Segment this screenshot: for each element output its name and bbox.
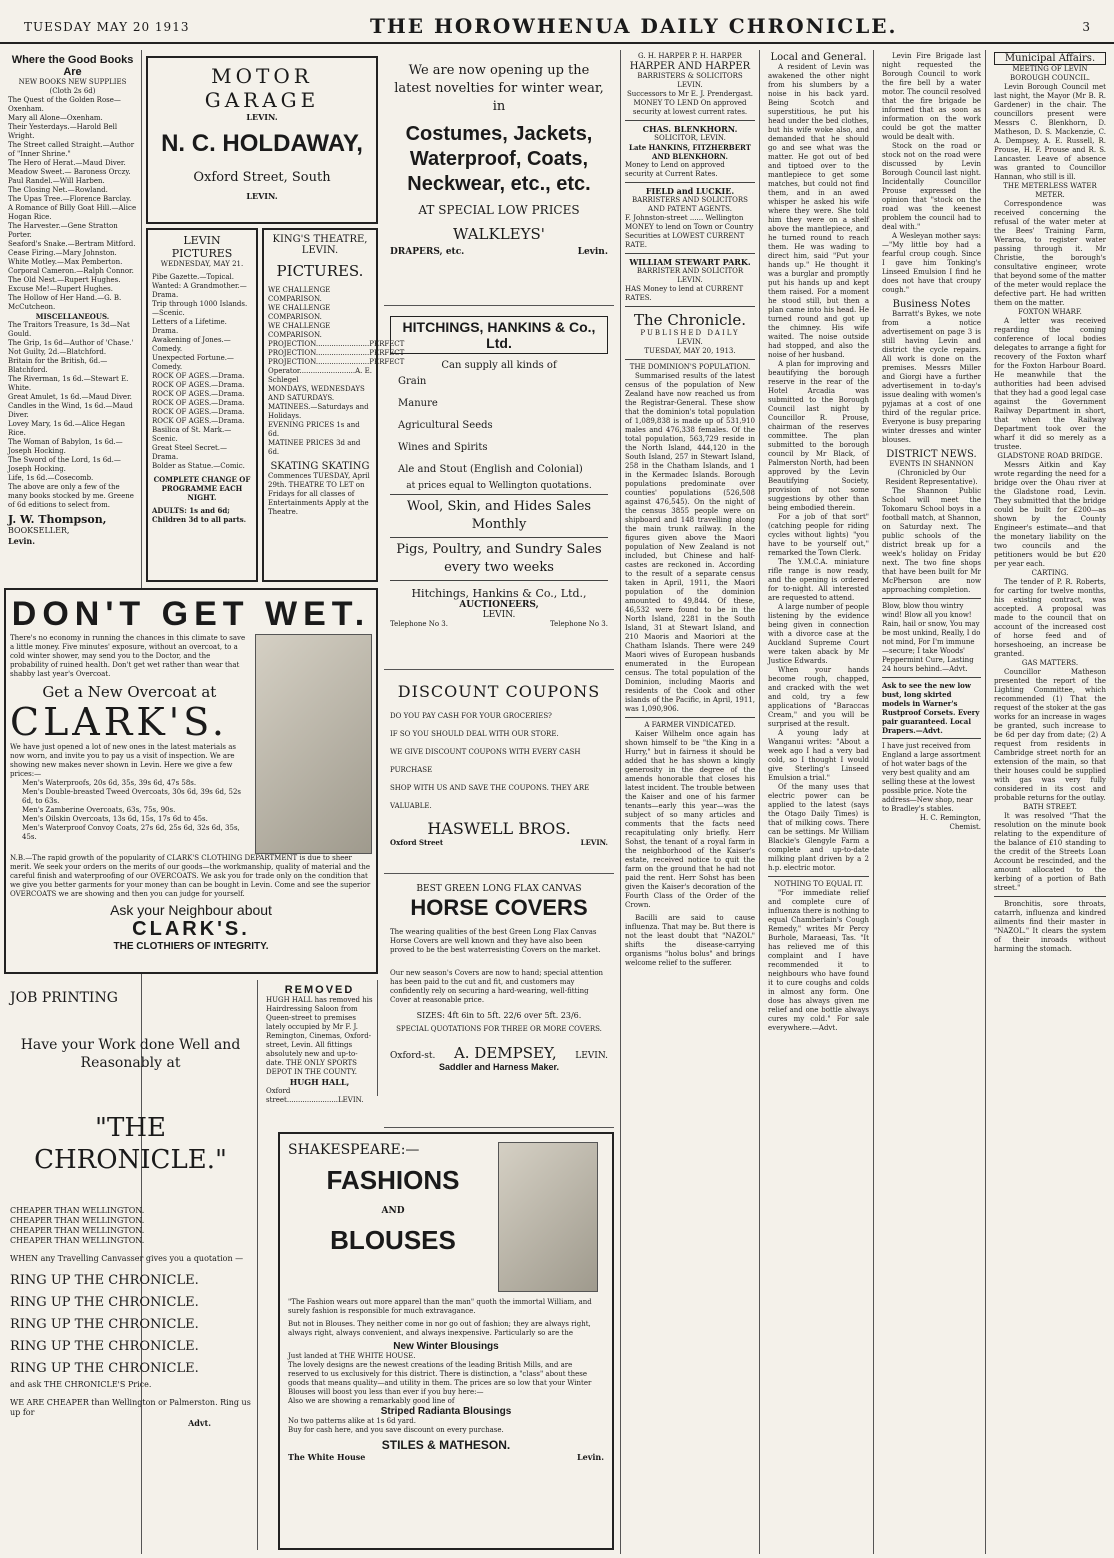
ring-up-line: RING UP THE CHRONICLE. [10, 1295, 199, 1310]
horse-top: BEST GREEN LONG FLAX CANVAS [416, 884, 582, 894]
wet-ask: Ask your Neighbour about [110, 902, 272, 918]
remington-ad: I have just received from England a large assortment of hot water bags of the very best quality and am selling these at the lowest possible price. Note the address—New shop, near to Bradley's stables. [882, 742, 981, 813]
skating-heading: SKATING SKATING [270, 461, 370, 472]
wet-clarks: CLARK'S. [10, 700, 228, 744]
ring-up-line: RING UP THE CHRONICLE. [10, 1339, 199, 1354]
shake-body: But not in Blouses. They neither come in nor go out of fashion; they are always right, always right, always convenient, and always inexpensive. Particularly so are the [288, 1320, 591, 1337]
horse-address: Oxford-st. [390, 1051, 436, 1061]
warner-ad: Ask to see the new low bust, long skirted models in Warner's Rustproof Corsets. Every pair guaranteed. Local Drapers.—Advt. [882, 681, 980, 735]
picture-programme-item: ROCK OF AGES.—Drama. [152, 390, 245, 398]
overcoat-price-item: Men's Zamberine Overcoats, 63s, 75s, 90s. [22, 806, 176, 814]
walkleys-ad [384, 56, 614, 306]
hh-town: LEVIN. [482, 610, 516, 620]
blenk-trade: SOLICITOR, LEVIN. [654, 134, 726, 142]
field-trade: BARRISTERS AND SOLICITORS AND PATENT AGENTS. [632, 196, 748, 213]
chronicle-date: TUESDAY, MAY 20, 1913. [644, 347, 736, 355]
picture-programme-item: Basilica of St. Mark.—Scenic. [152, 426, 232, 443]
skating-body: Commences TUESDAY, April 29th. THEATRE TO LET on Fridays for all classes of Entertainments Apply at the Theatre. [268, 472, 370, 516]
picture-programme-item: Unexpected Fortune.—Comedy. [152, 354, 234, 371]
newspaper-title: THE HOROWHENUA DAILY CHRONICLE. [370, 14, 898, 38]
supply-item: Manure [398, 398, 438, 409]
discount-ad [384, 676, 614, 874]
issue-date: TUESDAY MAY 20 1913 [24, 20, 190, 34]
misc-book-item: Life, 1s 6d.—Cosecomb. [8, 474, 94, 482]
picture-programme-item: Wanted: A Grandmother.—Drama. [152, 282, 247, 299]
hh-prices: at prices equal to Wellington quotations. [406, 481, 592, 491]
kings-theatre-line: WE CHALLENGE COMPARISON. [268, 286, 331, 303]
job-ring-list [10, 1270, 251, 1380]
foxton-body: A letter was received regarding the coming conference of local bodies delegates to arrange a fight for recovery of the Foxton wharf for the Foxton Harbour Board. He meanwhile that the authorities had been advised that they had a good legal case against the Government Railway Department in short, that when the Railway Department took over the wharf it did so merely as a trustee. [994, 317, 1106, 451]
book-item: The Hollow of Her Hand.—G. B. McCutcheon. [8, 294, 122, 311]
wet-heading: DON'T GET WET. [11, 595, 371, 633]
picture-programme-item: Awakening of Jones.—Comedy. [152, 336, 231, 353]
gladstone-heading: GLADSTONE ROAD BRIDGE. [997, 452, 1103, 460]
books-heading: Where the Good Books Are [11, 54, 134, 78]
municipal-sub: MEETING OF LEVIN BOROUGH COUNCIL. [1010, 65, 1090, 82]
district-body: The Shannon Public School will meet the Tokomaru School boys in a football match, at Shannon, on Saturday next. The public schools of the district break up for a week's holiday on Friday next. The two fine shops that have been built for Mr McPherson are now approaching completion. [882, 487, 981, 594]
blenk-late: Late HANKINS, FITZHERBERT AND BLENKHORN. [629, 143, 751, 161]
stiles-matheson-ad [278, 1132, 614, 1550]
shake-new: New Winter Blousings [393, 1341, 499, 1352]
carting-heading: CARTING. [1031, 569, 1069, 577]
misc-book-item: The Traitors Treasure, 1s 3d—Nat Gould. [8, 321, 130, 338]
harper-heading: HARPER AND HARPER [629, 61, 751, 72]
remington-trade: Chemist. [949, 823, 981, 831]
wet-body: We have just opened a lot of new ones in the latest materials as now worn, and invite you to pay us a visit of inspection. We are showing new makes never shown in Levin. Here we give a few prices:— [10, 743, 236, 778]
kings-theatre-line: EVENING PRICES 1s and 6d. [268, 421, 360, 438]
shake-quote: "The Fashion wears out more apparel than the man" quoth the immortal William, and surely fashion is responsible for much extravagance. [288, 1298, 592, 1315]
remington-signature: H. C. Remington, [919, 814, 981, 822]
pics-date: WEDNESDAY, MAY 21. [160, 260, 244, 268]
garage-address: Oxford Street, South [193, 170, 331, 185]
wet-get: Get a New Overcoat at [42, 683, 217, 701]
hh-supply: Can supply all kinds of [441, 360, 557, 371]
overcoat-price-item: Men's Waterproofs, 20s 6d, 35s, 39s 6d, 47s 58s. [22, 779, 197, 787]
picture-programme-item: Letters of a Lifetime. Drama. [152, 318, 227, 335]
gladstone-body: Messrs Aitkin and Kay wrote regarding the need for a bridge over the Ohau river at the Gladstone road, Levin. They submitted that the bridge could be built for £200—as shown by the County Engineer's estimate—and that the monetary liability on the two councils and the petitioners would be but £20 per year each. [994, 461, 1106, 568]
picture-programme-item: ROCK OF AGES.—Drama. [152, 417, 245, 425]
shake-house: The White House [288, 1452, 366, 1462]
book-item: The Quest of the Golden Rose—Oxenham. [8, 96, 121, 113]
local-body-5: A large number of people listening by the evidence being given in connection with a divorce case at the Auckland Supreme Court were taken aback by Mr Justice Edwards. [768, 603, 869, 665]
book-item: A Romance of Billy Goat Hill.—Alice Hogan Rice. [8, 204, 137, 221]
hitchings-ad [384, 310, 614, 670]
overcoat-price-item: Men's Waterproof Convoy Coats, 27s 6d, 25s 6d, 32s 6d, 35s, 45s. [22, 824, 240, 841]
job-chronicle: "THE CHRONICLE." [34, 1113, 227, 1175]
removed-name: HUGH HALL, [289, 1077, 350, 1087]
pics-adults: ADULTS: 1s and 6d; Children 3d to all parts. [152, 506, 247, 524]
column-6 [878, 50, 986, 1554]
books-ad [4, 50, 141, 550]
books-list [8, 96, 137, 312]
harper-trade: BARRISTERS & SOLICITORS LEVIN. [637, 72, 743, 89]
local-body-6: When your hands become rough, chapped, and cracked with the wet and cold, try a few applications of "Baraccas Cream," and you will be surprised at the result. [768, 666, 869, 728]
cheaper-line: CHEAPER THAN WELLINGTON. [10, 1226, 145, 1235]
disc-address: Oxford Street [390, 838, 444, 847]
field-body: F. Johnston-street ...... Wellington MONEY to lend on Town or Country Securities at LOWEST CURRENT RATE. [625, 214, 754, 249]
horse-trade: Saddler and Harness Maker. [438, 1062, 560, 1072]
man-in-overcoat-illustration [255, 634, 372, 854]
horse-special: SPECIAL QUOTATIONS FOR THREE OR MORE COVERS. [396, 1025, 602, 1033]
municipal-heading: Municipal Affairs. [994, 52, 1106, 65]
bath-heading: BATH STREET. [1023, 803, 1077, 811]
ring-up-line: RING UP THE CHRONICLE. [10, 1361, 199, 1376]
gas-body: Councillor Matheson presented the report of the Lighting Committee, which recommended (1) That the request of the stoker at the gas works for an increase in wages be granted, such increase to be 6d per day from date; (2) A request from residents in Cambridge street north for an extension of the main, so that their houses could be supplied with gas was very fully considered in its cost and probable returns for the outlay. [994, 668, 1106, 802]
horse-heading: HORSE COVERS [410, 895, 588, 920]
walk-town: Levin. [577, 247, 608, 257]
book-item: Seaford's Snake.—Bertram Mitford. [8, 240, 136, 248]
book-item: The Street called Straight.—Author of "Inner Shrine." [8, 141, 135, 158]
discount-line: IF SO YOU SHOULD DEAL WITH OUR STORE. [390, 730, 559, 738]
column-4 [620, 50, 760, 1554]
book-item: The Closing Net.—Rowland. [8, 186, 108, 194]
blenk-money: Money to Lend on approved security at Current Rates. [625, 161, 725, 178]
job-ask: and ask THE CHRONICLE'S Price. [10, 1380, 152, 1389]
book-item: The Hero of Herat.—Maud Diver. [8, 159, 126, 167]
shake-striped: Striped Radianta Blousings [380, 1406, 512, 1417]
shake-buy: Buy for cash here, and you save discount on every purchase. [288, 1426, 504, 1434]
picture-programme-item: Trip through 1000 Islands.—Scenic. [152, 300, 248, 317]
blenk-name: CHAS. BLENKHORN. [642, 124, 738, 134]
book-item: Cease Firing.—Mary Johnston. [8, 249, 117, 257]
kings-theatre-line: Operator.........................A. E. Schlegel [268, 367, 372, 384]
horse-sizes: SIZES: 4ft 6in to 5ft. 22/6 over 5ft. 23/6. [416, 1011, 582, 1020]
kings-theatre-line: WE CHALLENGE COMPARISON. [268, 322, 331, 339]
c6-body-3: A Wesleyan mother says:—"My little boy had a fearful croup cough. Since I gave him Tonking's Linseed Emulsion I find he does not have that croupy cough." [882, 232, 981, 294]
chronicle-published: PUBLISHED DAILY [640, 329, 740, 337]
shake-blouses: BLOUSES [330, 1225, 456, 1255]
wet-clarks-2: CLARK'S. [132, 918, 250, 940]
harper-names: G. H. HARPER P. H. HARPER [638, 52, 742, 60]
kings-list [268, 286, 405, 457]
picture-programme-item: ROCK OF AGES.—Drama. [152, 372, 245, 380]
job-cheaper-list [10, 1206, 251, 1246]
garage-town: LEVIN. [246, 112, 278, 122]
seller-trade: BOOKSELLER, [8, 526, 70, 535]
discount-line: DO YOU PAY CASH FOR YOUR GROCERIES? [390, 712, 552, 720]
picture-programme-item: Pibe Gazette.—Topical. [152, 273, 235, 281]
business-body: Barratt's Bykes, we note from a notice advertisement on page 3 is still having Levin and district the cycle repairs. All work is done on the premises. Messrs Miller and Giorgi have a further advertisement in to-day's issue dealing with women's pyjamas at a cost of one third of the regular price. Everyone is busy preparing winter dresses and winter blouses. [882, 310, 981, 444]
walk-trade: DRAPERS, etc. [390, 247, 465, 257]
shake-two: No two patterns alike at 1s 6d yard. [288, 1417, 416, 1425]
local-body-3: For a job of that sort" (catching people for riding cycles without lights) "you have to be yourself out," remarked the Town Clerk. [768, 513, 869, 557]
book-item: Excuse Me!—Rupert Hughes. [8, 285, 113, 293]
misc-book-item: The Grip, 1s 6d—Author of 'Chase.' [8, 339, 134, 347]
hh-auctioneers: AUCTIONEERS, [459, 600, 539, 610]
kings-theatre-line: MONDAYS, WEDNESDAYS AND SATURDAYS. [268, 385, 365, 402]
garage-ad [146, 56, 378, 224]
local-heading: Local and General. [770, 52, 867, 63]
kings-theatre-line: WE CHALLENGE COMPARISON. [268, 304, 331, 321]
cheaper-line: CHEAPER THAN WELLINGTON. [10, 1216, 145, 1225]
job-printing-ad [4, 980, 258, 1550]
hh-sales-2: Pigs, Poultry, and Sundry Sales every two weeks [396, 542, 602, 575]
misc-book-item: Candles in the Wind, 1s 6d.—Maud Diver. [8, 402, 133, 419]
wet-nb: N.B.—The rapid growth of the popularity of CLARK'S CLOTHING DEPARTMENT is due to sheer merit. We seek your orders on the merits of our goods—the workmanship, quality of material and the careful finish and waterproofing of our OVERCOATS. We ask you for trade only on the condition that we give you better garments for your money than can be bought in Levin. Come and see the superior OVERCOATS we are showing and then you can judge for yourself. [10, 854, 371, 898]
removed-ad [262, 980, 378, 1104]
kings-theatre-line: MATINEES.—Saturdays and Holidays. [268, 403, 369, 420]
carting-body: The tender of P. R. Roberts, for carting for twelve months, his existing contract, was accepted. A proposal was made to the council that on account of the increased cost of horse feed and of horseshoeing, an increase be granted. [994, 578, 1106, 658]
stewart-money: HAS Money to lend at CURRENT RATES. [625, 285, 744, 302]
shake-town: Levin. [576, 1452, 604, 1462]
supply-item: Grain [398, 376, 427, 387]
job-cheap: WE ARE CHEAPER than Wellington or Palmerston. Ring us up for [10, 1398, 251, 1417]
seller-name: J. W. Thompson, [8, 513, 107, 526]
nothing-body: "For immediate relief and complete cure of influenza there is nothing to equal Chamberlain's Cough Remedy," writes Mr Percy Burhole, Maraeasi, Tas. "It has relieved me of this complaint and I have recommended it to neighbours who have found it to cure coughs and colds in almost any form. One dose has always given me relief and one bottle always cures my cold." For sale everywhere.—Advt. [768, 889, 869, 1032]
horse-name: A. DEMPSEY, [453, 1044, 557, 1062]
farmer-heading: A FARMER VINDICATED. [644, 721, 736, 729]
c6-body-1: Levin Fire Brigade last night requested the Borough Council to work the fire bell by a water motor. The council resolved that the fire brigade be informed that as soon as information on the work could be got the matter would be dealt with. [882, 52, 981, 141]
local-body-4: The Y.M.C.A. miniature rifle range is now ready, and the opening is ordered for to-night. All interested are requested to attend. [768, 558, 869, 602]
column-7 [990, 50, 1110, 1554]
levin-pictures-ad [146, 228, 258, 582]
farmer-body: Kaiser Wilhelm once again has shown himself to be "the King in a Hurry," but in fairness it should be added that he has shown a kingly generosity in the degree of the amends honorable that closes his latest incident. The trouble between the Kaiser and one of his farmer tenants—early this year—was the subject of so many articles and comments that the facts need recapitulating only briefly. Herr Sohst, the tenant of a royal farm in the neighborhood of the Kaiser's estate, received notice to quit the farm on the ground that he had not paid the rent. Herr Sohst has been given the Kaiser's decoration of the Fourth Class of the Order of the Crown. [625, 730, 755, 909]
misc-heading: MISCELLANEOUS. [35, 312, 110, 321]
shake-heading: SHAKESPEARE:— [288, 1142, 420, 1158]
shake-also: Also we are showing a remarkably good line of [288, 1397, 455, 1405]
misc-book-item: The Sword of the Lord, 1s 6d.—Joseph Hocking. [8, 456, 121, 473]
book-item: Corporal Cameron.—Ralph Connor. [8, 267, 134, 275]
municipal-body-1: Levin Borough Council met last night, the Mayor (Mr B. R. Gardener) in the chair. The councillors present were Messrs C. Blenkhorn, D. Matheson, D. S. Mackenzie, C. A. Dempsey, A. E. Russell, R. Prouse, H. F. Prouse and R. S. Lancaster. Leave of absence was granted to Councillor Hannan, who still is ill. [994, 83, 1106, 181]
bronchitis-body: Bronchitis, sore throats, catarrh, influenza and kindred ailments find their master in "NAZOL." It clears the system of their inroads without harming the stomach. [994, 900, 1106, 953]
job-when: WHEN any Travelling Canvasser gives you a quotation — [10, 1254, 244, 1263]
wet-prices [10, 779, 249, 842]
removed-address: Oxford street.......................LEVIN. [266, 1087, 364, 1104]
books-subheading: NEW BOOKS NEW SUPPLIES (Cloth 2s 6d) [18, 78, 127, 95]
ring-up-line: RING UP THE CHRONICLE. [10, 1317, 199, 1332]
stewart-name: WILLIAM STEWART PARK. [629, 257, 751, 267]
field-name: FIELD and LUCKIE. [645, 186, 735, 196]
lady-in-blouse-illustration [498, 1142, 598, 1292]
removed-body: HUGH HALL has removed his Hairdressing Saloon from Queen-street to premises lately occupied by Mr F. J. Remington, Cinemas, Oxford-street, Levin. All fittings absolutely new and up-to-date. THE ONLY SPORTS DEPOT IN THE COUNTY. [266, 996, 373, 1076]
misc-book-item: Great Amulet, 1s 6d.—Maud Diver. [8, 393, 132, 401]
book-item: White Motley.—Max Pemberton. [8, 258, 123, 266]
kings-theatre-line: PROJECTION........................PERFECT [268, 340, 405, 348]
garage-name: N. C. HOLDAWAY, [161, 130, 363, 157]
picture-programme-item: ROCK OF AGES.—Drama. [152, 381, 245, 389]
disc-name: HASWELL BROS. [427, 819, 571, 838]
book-item: Mary all Alone—Oxenham. [8, 114, 103, 122]
nothing-heading: NOTHING TO EQUAL IT. [773, 880, 864, 888]
books-note: The above are only a few of the many books stocked by me. Greene of 6d editions to select from. [8, 483, 134, 509]
kings-theatre-line: PROJECTION........................PERFECT [268, 349, 405, 357]
pics-change: COMPLETE CHANGE OF PROGRAMME EACH NIGHT. [153, 475, 251, 502]
kings-theatre-line: PROJECTION........................PERFECT [268, 358, 405, 366]
picture-programme-item: ROCK OF AGES.—Drama. [152, 408, 245, 416]
book-item: The Old Nest.—Rupert Hughes. [8, 276, 121, 284]
shake-name: STILES & MATHESON. [381, 1438, 511, 1452]
harper-body: Successors to Mr E. J. Prendergast. MONEY TO LEND On approved security at lowest current rates. [626, 90, 754, 116]
horse-town: LEVIN. [575, 1051, 608, 1061]
kings-theatre-ad [262, 228, 405, 582]
district-sub: EVENTS IN SHANNON [889, 460, 974, 468]
district-heading: DISTRICT NEWS. [886, 449, 977, 460]
meter-body: Correspondence was received concerning the refusal of the water meter at the Bees' Training Farm, Weraroa, to register water passing through it. Mr Christie, the borough's consultative engineer, wrote that beyond some of the matter of the meter would replace the defective part. He had written them on the matter. [994, 200, 1106, 307]
foxton-heading: FOXTON WHARF. [1018, 308, 1082, 316]
district-correspondent: (Chronicled by Our Resident Representative). [885, 469, 978, 486]
shake-fashions: FASHIONS [326, 1165, 460, 1195]
misc-book-item: The Riverman, 1s 6d.—Stewart E. White. [8, 375, 129, 392]
hh-tel-2: Telephone No 3. [550, 620, 608, 628]
chronicle-heading: The Chronicle. [634, 311, 746, 329]
chronicle-town: LEVIN. [677, 338, 703, 346]
job-advt: Advt. [188, 1418, 211, 1428]
removed-heading: REMOVED [284, 984, 355, 996]
walk-name: WALKLEYS' [453, 225, 545, 243]
discount-line: SHOP WITH US AND SAVE THE COUPONS. THEY ARE VALUABLE. [390, 784, 590, 810]
picture-programme-item: Great Steel Secret.—Drama. [152, 444, 228, 461]
hh-name: HITCHINGS, HANKINS & Co., Ltd. [390, 316, 608, 354]
shake-body-2: The lovely designs are the newest creations of the leading British Mills, and are reserved to us exclusively for this district. There is distinction, a "class" about these goods that means quality—and utility in them. The prices are so low that your Winter Blouses will boost you less than ever if you buy here:— [288, 1361, 592, 1396]
influenza-body: Bacilli are said to cause influenza. That may be. But there is not the least doubt that "NAZOL" shifts the disease-carrying organisms "holus bolus" and brings welcome relief to the sufferer. [625, 914, 755, 967]
overcoat-price-item: Men's Double-breasted Tweed Overcoats, 30s 6d, 39s 6d, 52s 6d, to 63s. [22, 788, 241, 805]
disc-lines [390, 707, 608, 815]
masthead [0, 0, 1114, 44]
meter-heading: THE METERLESS WATER METER. [1003, 182, 1097, 199]
supply-item: Ale and Stout (English and Colonial) [398, 464, 583, 475]
horse-body-2: Our new season's Covers are now to hand; special attention has been paid to the cut and fit, and customers may confidently rely on securing a hard-wearing, well-fitting Cover at reasonable price. [390, 969, 604, 1004]
hh-name-2: Hitchings, Hankins & Co., Ltd., [411, 587, 587, 600]
stewart-trade: BARRISTER AND SOLICITOR LEVIN. [636, 267, 744, 284]
kings-theatre-line: MATINEE PRICES 3d and 6d. [268, 439, 361, 456]
column-5 [764, 50, 874, 1554]
clarks-ad [4, 588, 378, 974]
shake-and: AND [381, 1206, 405, 1216]
job-have: Have your Work done Well and Reasonably at [20, 1037, 241, 1071]
kings-pictures: PICTURES. [276, 262, 364, 280]
misc-book-item: Not Guilty, 2d.—Blatchford. [8, 348, 107, 356]
horse-covers-ad [384, 878, 614, 1128]
book-item: Meadow Sweet.— Baroness Orczy. [8, 168, 131, 176]
disc-town: LEVIN. [580, 838, 608, 847]
wet-tagline: THE CLOTHIERS OF INTEGRITY. [113, 941, 269, 952]
walk-price: AT SPECIAL LOW PRICES [418, 203, 580, 217]
overcoat-price-item: Men's Oilskin Overcoats, 13s 6d, 15s, 17s 6d to 45s. [22, 815, 208, 823]
hh-sales-1: Wool, Skin, and Hides Sales Monthly [406, 499, 592, 532]
cheaper-line: CHEAPER THAN WELLINGTON. [10, 1206, 145, 1215]
business-heading: Business Notes [892, 299, 971, 310]
hh-items [390, 371, 608, 481]
kings-heading: KING'S THEATRE, LEVIN. [272, 234, 368, 256]
book-item: Their Yesterdays.—Harold Bell Wright. [8, 123, 118, 140]
seller-town: Levin. [8, 536, 36, 546]
wet-intro: There's no economy in running the chances in this climate to save a little money. Five minutes' exposure, without an overcoat, to a cold winter shower, may send you to the Doctor, and the probability of ruined health. Don't get wet rather than wear that shabby last year's Overcoat. [10, 634, 246, 678]
book-item: The Upas Tree.—Florence Barclay. [8, 195, 132, 203]
supply-item: Wines and Spirits [398, 442, 488, 453]
pics-list [152, 273, 252, 471]
local-body-7: A young lady at Wanganui writes: "About a week ago I had a very bad cold, so I thought I would give Sterling's Linseed Emulsion a trial." [768, 729, 869, 782]
garage-title: MOTOR GARAGE [204, 64, 320, 112]
poem: Blow, blow thou wintry wind! Blow all you know! Rain, hail or snow, You may be most unkind, Really, I do not mind, For I'm immune—secure; I take Woods' Peppermint Cure, Lasting 24 hours behind.—Advt. [882, 602, 981, 673]
discount-line: WE GIVE DISCOUNT COUPONS WITH EVERY CASH PURCHASE [390, 748, 581, 774]
picture-programme-item: ROCK OF AGES.—Drama. [152, 399, 245, 407]
shake-just: Just landed at THE WHITE HOUSE. [288, 1352, 416, 1360]
local-body-2: A plan for improving and beautifying the borough reserve in the rear of the Hotel Arcadia was submitted to the Borough Council last night by Councillor R. Prouse, chairman of the reserves committee. The plan submitted to the borough council by Mr Black, of Palmerston North, had been approved by the Levin Beautifying Society, provision of not some suggestions by other than being embodied therein. [768, 360, 869, 512]
supply-item: Agricultural Seeds [398, 420, 493, 431]
pics-heading: LEVIN PICTURES [171, 234, 233, 260]
gas-heading: GAS MATTERS. [1021, 659, 1079, 667]
hh-tel-1: Telephone No 3. [390, 620, 448, 628]
garage-town-2: LEVIN. [246, 191, 278, 201]
picture-programme-item: Bolder as Statue.—Comic. [152, 462, 245, 470]
local-body-1: A resident of Levin was awakened the other night from his slumbers by a noise in his back yard. Being Scotch and superstitious, he put his head under the bed clothes, but his wife woke also, and demanded that he should go and see what was the matter. He got out of bed and tiptoed over to the mantlepiece to get some matches, but could not find them, and in an awed whisper he asked his wife where they were. She told him they were on a shelf above the mantlepiece, and he turned round to reach them. He was wading to direct him, said "Put your hands up." He thought it was a burglar and promptly put his hands up and kept them raised. For a moment he stood still, but then a plan came into his head. He turned round and got up the chimney. His wife waited. The noise outside had stopped, and also the noise of her husband. [768, 63, 869, 359]
horse-body: The wearing qualities of the best Green Long Flax Canvas Horse Covers are well known and they have also been proved to be the best waterresisting Covers on the market. [390, 928, 601, 954]
c6-body-2: Stock on the road or stock not on the road were discussed by Levin Borough Council last night. Incidentally Councillor Prouse expressed the opinion that "stock on the road was the keenest problem the council had to deal with." [882, 142, 981, 231]
walk-intro: We are now opening up the latest novelties for winter wear, in [394, 63, 604, 114]
misc-book-item: Lovey Mary, 1s 6d.—Alice Hegan Rice. [8, 420, 125, 437]
ring-up-line: RING UP THE CHRONICLE. [10, 1273, 199, 1288]
misc-book-item: Britain for the British, 6d.—Blatchford. [8, 357, 108, 374]
misc-book-item: The Woman of Babylon, 1s 6d.—Joseph Hocking. [8, 438, 123, 455]
dominion-body: Summarised results of the latest census of the population of New Zealand have now reached us from the Registrar-General. These show that the dominion's total population of 1,089,838 is made up of 531,910 males and 476,338 females. Of the total population, 563,729 reside in the North Island, 444,120 in the South Island, 257 in Stewart Island, 258 in the Chatham Islands, and 1 in the Kermadec Islands. Borough populations predominate over counties' populations (526,508 against 476,545). On the night of the census 3855 people were on shipboard and 148 travelling along the main trunk railway. In the figures given above the Maori population of New Zealand is not included, but Chinese and half-castes are reckoned in. According to the result of a separate census taken in April, 1911, the Maori population of the dominion amounted to 49,844. Of these, 46,532 were found to be in the North Island, 2281 in the South Island, 31 at Stewart Island, and 210 Maoris and Maoriori at the Chatham Islands. There were 249 Maori wives of European husbands enumerated in the European census. The total population of the Dominion, including Maoris and residents of the Cook and other islands of the Pacific, in April, 1911, was 1,090,906. [625, 372, 755, 713]
book-item: Paul Randel.—Will Harben. [8, 177, 105, 185]
misc-list [8, 321, 137, 483]
walk-items: Costumes, Jackets, Waterproof, Coats, Neckwear, etc., etc. [405, 123, 593, 195]
book-item: The Harvester.—Gene Stratton Porter. [8, 222, 118, 239]
disc-heading: DISCOUNT COUPONS [397, 682, 601, 701]
page-number: 3 [1082, 20, 1090, 34]
cheaper-line: CHEAPER THAN WELLINGTON. [10, 1236, 145, 1245]
job-heading: JOB PRINTING [10, 990, 118, 1006]
local-body-8: Of the many uses that electric power can be applied to the latest (says the Otago Daily Times) is that of milking cows. There can be settings. Mr William Blackie's Glengyle Farm a complete and up-to-date milking plant driven by a 2 h.p. electric motor. [768, 783, 869, 872]
dominion-heading: THE DOMINION'S POPULATION. [629, 363, 751, 371]
bath-body: It was resolved "That the resolution on the minute book relating to the expenditure of the balance of £10 standing to the credit of the Streets Loan Account be rescinded, and the amount allocated to the kerbing of a portion of Bath street." [994, 812, 1106, 892]
